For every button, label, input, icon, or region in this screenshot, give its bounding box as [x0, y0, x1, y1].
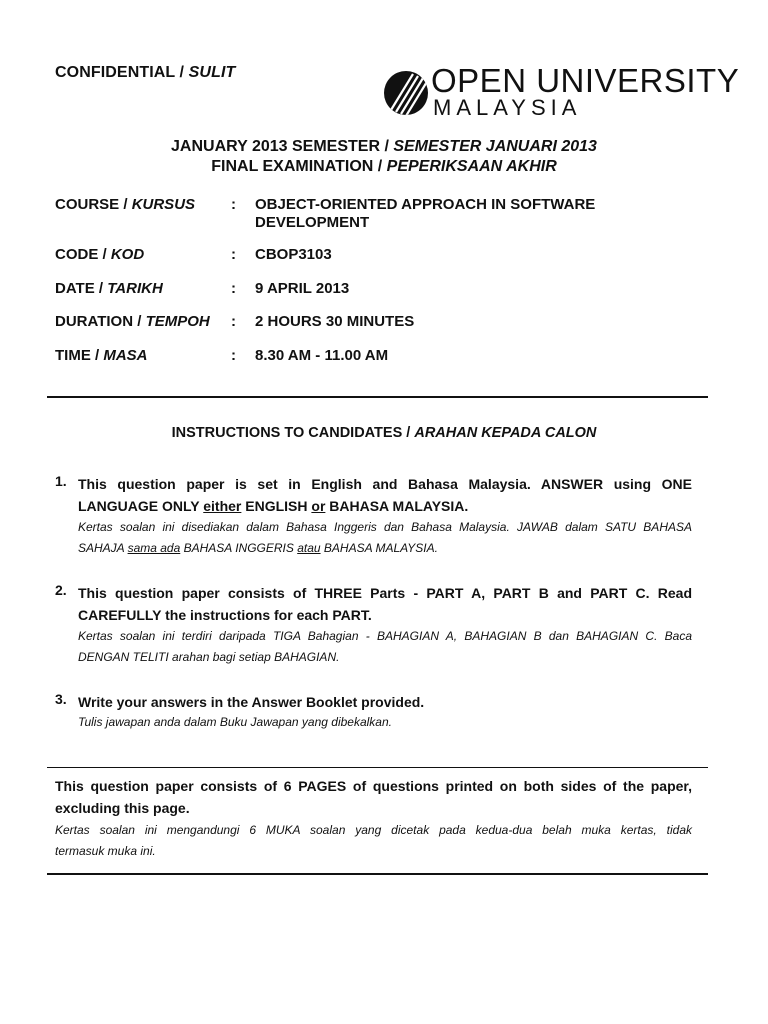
info-value-duration: 2 HOURS 30 MINUTES: [255, 313, 415, 330]
instruction-english-line: CAREFULLY the instructions for each PART.: [78, 607, 372, 623]
course-name-line2: DEVELOPMENT: [255, 214, 370, 231]
instructions-heading-english: INSTRUCTIONS TO CANDIDATES /: [171, 425, 415, 441]
text-run: LANGUAGE ONLY: [78, 498, 204, 514]
label-malay: KOD: [110, 246, 145, 263]
confidential-english: CONFIDENTIAL /: [55, 64, 189, 81]
info-colon: :: [231, 196, 236, 213]
info-label-time: [55, 347, 148, 365]
text-run-underlined: atau: [297, 541, 321, 555]
instruction-english-line: This question paper consists of THREE Parts - PART A, PART B and PART C. Read: [78, 585, 692, 601]
text-run-underlined: sama ada: [127, 541, 181, 555]
semester-english: JANUARY 2013 SEMESTER /: [171, 138, 394, 155]
instruction-english-line: This question paper is set in English and Bahasa Malaysia. ANSWER using ONE: [78, 476, 692, 492]
instruction-malay: [78, 517, 692, 559]
note-english-line: excluding this page.: [55, 800, 190, 816]
instruction-malay-line: Kertas soalan ini disediakan dalam Bahasa Inggeris dan Bahasa Malaysia. JAWAB dalam SATU BAHASA: [78, 520, 692, 534]
text-run: BAHASA INGGERIS: [180, 541, 298, 555]
instructions-heading-malay: ARAHAN KEPADA CALON: [414, 425, 597, 441]
text-run-underlined: either: [203, 498, 242, 514]
label-english: CODE /: [55, 246, 111, 263]
exam-type-heading: [0, 157, 768, 177]
oum-logo-icon: [383, 70, 429, 116]
info-colon: :: [231, 246, 236, 263]
instruction-number: 3.: [55, 691, 67, 707]
confidential-label: [55, 64, 235, 82]
label-english: DURATION /: [55, 313, 146, 330]
info-value-course: [255, 196, 625, 232]
info-label-duration: [55, 313, 210, 331]
text-run-underlined: or: [311, 498, 326, 514]
label-english: DATE /: [55, 280, 108, 297]
label-english: COURSE /: [55, 196, 132, 213]
confidential-malay: SULIT: [188, 64, 236, 81]
label-malay: MASA: [103, 347, 148, 364]
instructions-heading: [0, 425, 768, 441]
divider-bottom: [47, 873, 708, 875]
label-malay: TARIKH: [107, 280, 163, 297]
info-colon: :: [231, 280, 236, 297]
note-english-line: This question paper consists of 6 PAGES of questions printed on both sides of the paper,: [55, 778, 692, 794]
text-run: SAHAJA: [78, 541, 128, 555]
instruction-malay-line: DENGAN TELITI arahan bagi setiap BAHAGIAN.: [78, 650, 340, 664]
divider-middle: [47, 767, 708, 768]
instruction-malay: [78, 626, 692, 668]
info-colon: :: [231, 313, 236, 330]
semester-heading: [0, 137, 768, 157]
instruction-english: [78, 582, 692, 626]
exam-type-english: FINAL EXAMINATION /: [211, 158, 387, 175]
info-label-course: [55, 196, 195, 214]
logo-wordmark-top: OPEN UNIVERSITY: [431, 62, 740, 99]
exam-type-malay: PEPERIKSAAN AKHIR: [386, 158, 557, 175]
instruction-malay-line: Kertas soalan ini terdiri daripada TIGA Bahagian - BAHAGIAN A, BAHAGIAN B dan BAHAGIAN C. Baca: [78, 629, 692, 643]
note-malay-line: termasuk muka ini.: [55, 844, 156, 858]
instruction-malay-line: [78, 538, 692, 559]
instruction-number: 1.: [55, 473, 67, 489]
text-run: ENGLISH: [241, 498, 312, 514]
page-count-malay: [55, 820, 692, 862]
instruction-english-line: [78, 495, 692, 517]
instruction-number: 2.: [55, 582, 67, 598]
text-run: BAHASA MALAYSIA.: [320, 541, 438, 555]
instruction-english: [78, 691, 692, 713]
university-logo: [383, 62, 740, 120]
page-count-note: [55, 775, 692, 862]
instruction-malay: [78, 712, 692, 733]
page-count-english: [55, 775, 692, 819]
info-colon: :: [231, 347, 236, 364]
info-value-time: 8.30 AM - 11.00 AM: [255, 347, 389, 364]
instruction-english: [78, 473, 692, 517]
info-label-date: [55, 280, 163, 298]
info-label-code: [55, 246, 144, 264]
info-value-code: CBOP3103: [255, 246, 332, 263]
note-malay-line: Kertas soalan ini mengandungi 6 MUKA soalan yang dicetak pada kedua-dua belah muka kertas, tidak: [55, 823, 692, 837]
info-value-date: 9 APRIL 2013: [255, 280, 350, 297]
label-malay: TEMPOH: [145, 313, 210, 330]
text-run: BAHASA MALAYSIA.: [325, 498, 469, 514]
semester-malay: SEMESTER JANUARI 2013: [393, 138, 597, 155]
label-english: TIME /: [55, 347, 104, 364]
divider-top: [47, 396, 708, 398]
label-malay: KURSUS: [131, 196, 196, 213]
instruction-english-line: Write your answers in the Answer Booklet provided.: [78, 694, 425, 710]
instruction-malay-line: Tulis jawapan anda dalam Buku Jawapan yang dibekalkan.: [78, 715, 392, 729]
course-name-line1: OBJECT-ORIENTED APPROACH IN SOFTWARE: [255, 196, 596, 213]
logo-wordmark-bottom: MALAYSIA: [433, 95, 582, 120]
